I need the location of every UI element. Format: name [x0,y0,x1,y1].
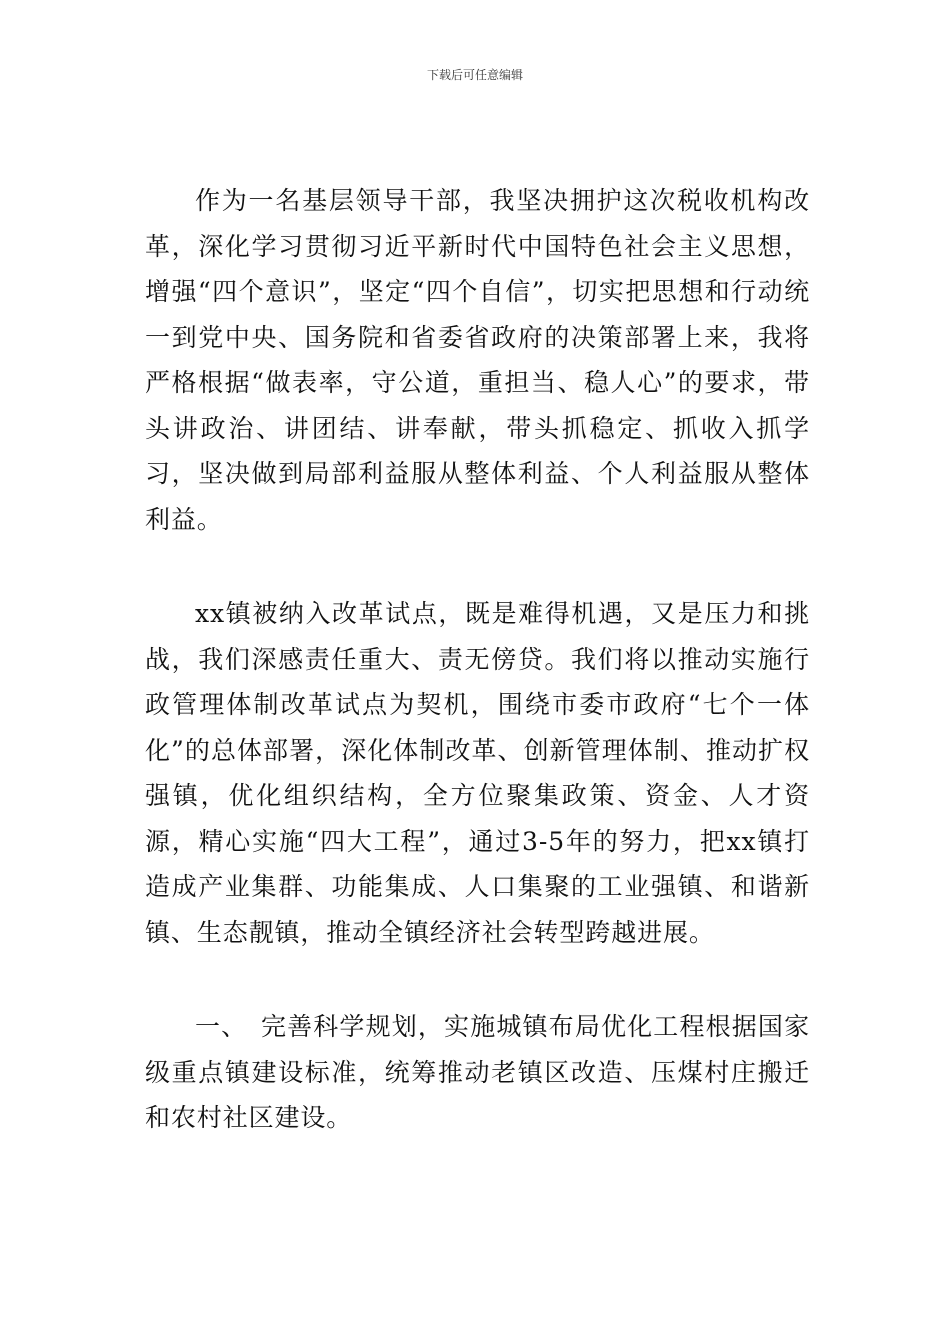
page-header: 下载后可任意编辑 [426,68,523,82]
paragraph-2: xx镇被纳入改革试点，既是难得机遇，又是压力和挑战，我们深感责任重大、责无傍贷。我们将以推动实施行政管理体制改革试点为契机，围绕市委市政府“七个一体化”的总体部署，深化体制改革、创新管理体制、推动扩权强镇，优化组织结构，全方位聚集政策、资金、人才资源，精心实施“四大工程”，通过3-5年的努力，把xx镇打造成产业集群、功能集成、人口集聚的工业强镇、和谐新镇、生态靓镇，推动全镇经济社会转型跨越进展。 [145,599,810,947]
paragraph-1: 作为一名基层领导干部，我坚决拥护这次税收机构改革，深化学习贯彻习近平新时代中国特色社会主义思想，增强“四个意识”，坚定“四个自信”，切实把思想和行动统一到党中央、国务院和省委省政府的决策部署上来，我将严格根据“做表率，守公道，重担当、稳人心”的要求，带头讲政治、讲团结、讲奉献，带头抓稳定、抓收入抓学习，坚决做到局部利益服从整体利益、个人利益服从整体利益。 [145,186,810,534]
document-body [145,178,810,1141]
paragraph-3: 一、 完善科学规划，实施城镇布局优化工程根据国家级重点镇建设标准，统筹推动老镇区改造、压煤村庄搬迁和农村社区建设。 [145,1012,810,1132]
